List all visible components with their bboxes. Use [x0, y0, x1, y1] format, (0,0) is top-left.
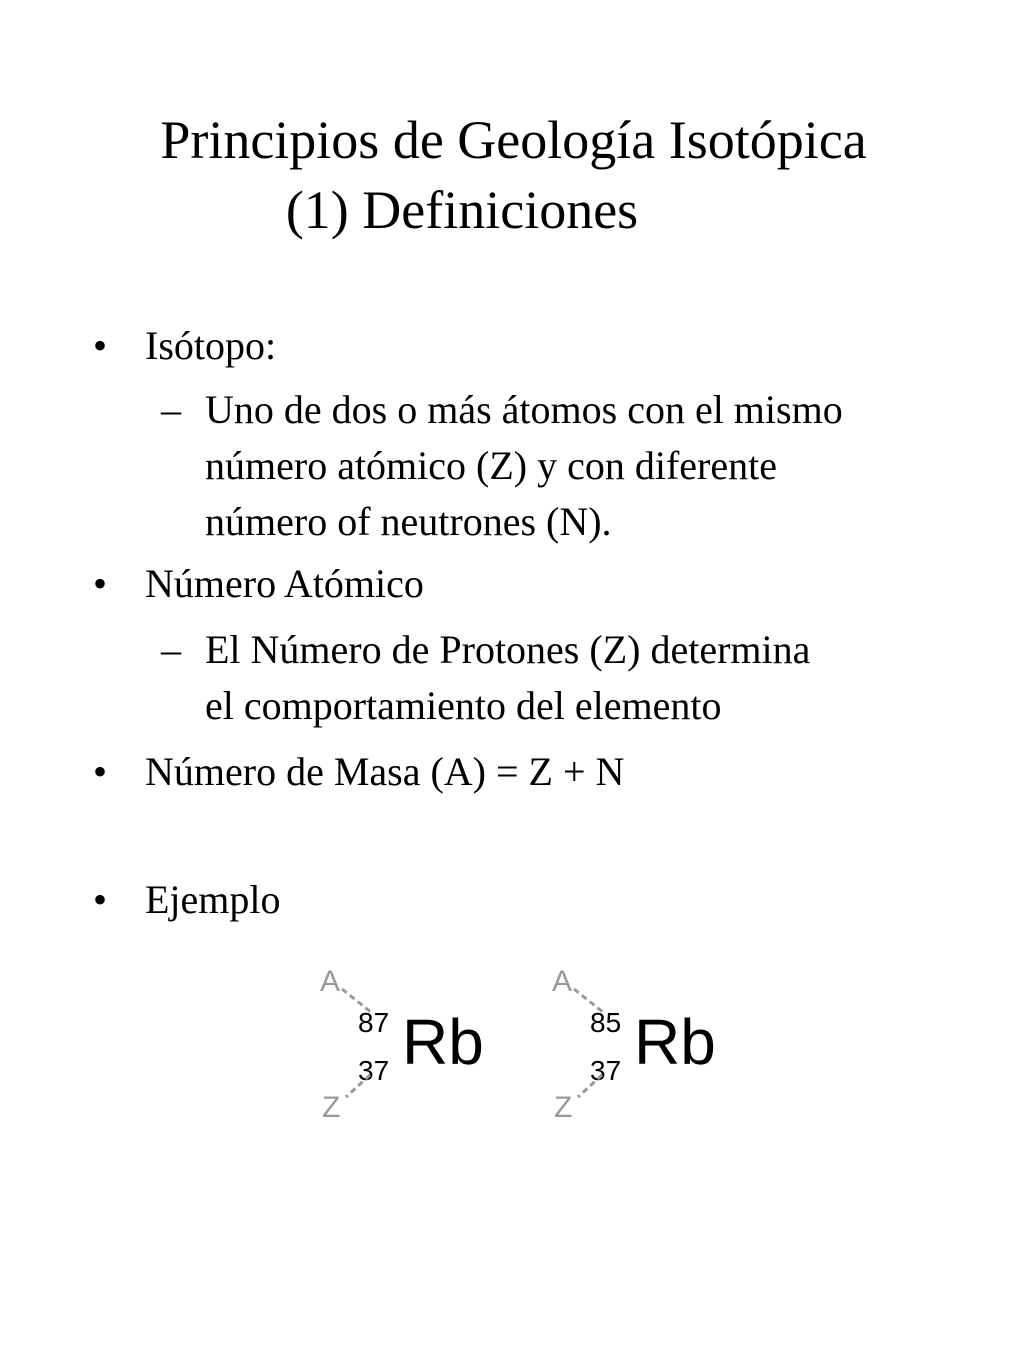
- bullet-isotope: [93, 318, 277, 374]
- element-symbol: Rb: [402, 1006, 484, 1078]
- bullet-atomic-number: [93, 556, 424, 612]
- atomic-number-label: Z: [322, 1091, 341, 1124]
- bullet-label: Número Atómico: [145, 561, 424, 606]
- sub-mark: –: [161, 387, 181, 432]
- element-symbol: Rb: [634, 1006, 716, 1078]
- mass-number-label: A: [552, 965, 573, 998]
- isotope-notation-rb85: [552, 965, 752, 1125]
- isotope-notation-rb87: [320, 965, 520, 1125]
- atomic-number: 37: [358, 1055, 390, 1086]
- bullet-mark: •: [93, 323, 108, 368]
- sub-text-line: número atómico (Z) y con diferente: [205, 443, 777, 488]
- bullet-label: Ejemplo: [145, 877, 281, 922]
- bullet-example: [93, 872, 281, 928]
- bullet-mark: •: [93, 749, 108, 794]
- sub-text-line: El Número de Protones (Z) determina: [205, 627, 811, 672]
- sub-mark: –: [161, 627, 181, 672]
- bullet-label: Isótopo:: [145, 323, 277, 368]
- sub-isotope-definition: [161, 382, 843, 550]
- sub-atomic-number-definition: [161, 622, 811, 734]
- atomic-number: 37: [590, 1055, 622, 1086]
- mass-number-label: A: [320, 965, 341, 998]
- atomic-number-label: Z: [554, 1091, 573, 1124]
- sub-text-line: Uno de dos o más átomos con el mismo: [205, 387, 843, 432]
- bullet-mass-number: [93, 744, 625, 800]
- bullet-label: Número de Masa (A) = Z + N: [145, 749, 625, 794]
- bullet-mark: •: [93, 877, 108, 922]
- mass-number: 85: [590, 1007, 622, 1038]
- atomic-pointer-line: [574, 1073, 614, 1103]
- atomic-pointer-line: [342, 1073, 382, 1103]
- sub-text-line: el comportamiento del elemento: [205, 683, 722, 728]
- bullet-mark: •: [93, 561, 108, 606]
- mass-number: 87: [358, 1007, 390, 1038]
- slide-title: [0, 105, 1024, 245]
- sub-text-line: número of neutrones (N).: [205, 499, 612, 544]
- title-line-2: (1) Definiciones: [285, 180, 639, 240]
- title-line-1: Principios de Geología Isotópica: [160, 110, 867, 170]
